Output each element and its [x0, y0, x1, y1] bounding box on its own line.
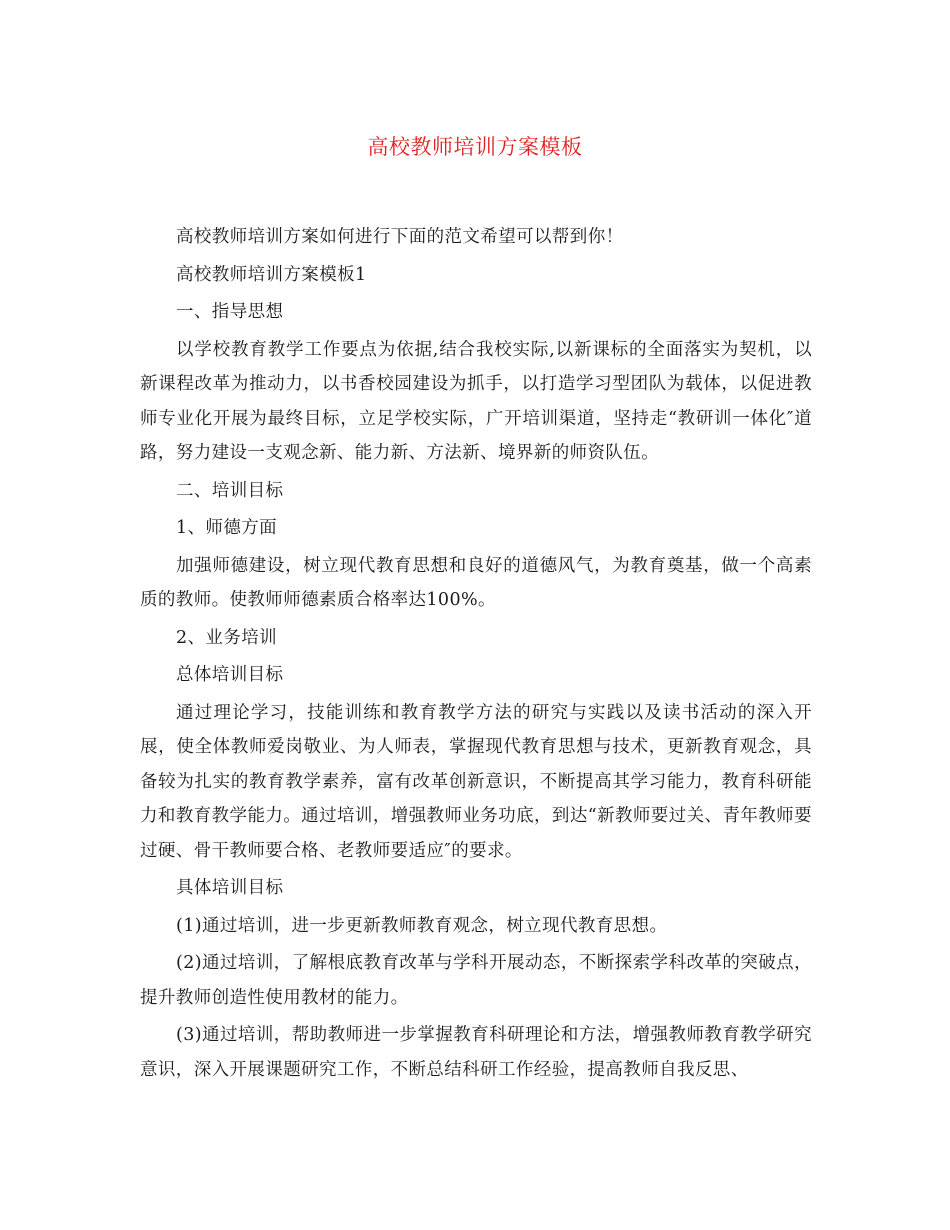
paragraph: 加强师德建设，树立现代教育思想和良好的道德风气，为教育奠基，做一个高素质的教师。使教师师德素质合格率达100%。	[140, 555, 812, 610]
subsection-heading: 总体培训目标	[176, 665, 284, 685]
section-heading: 二、培训目标	[176, 480, 284, 501]
document-title: 高校教师培训方案模板	[367, 135, 583, 159]
section-heading: 一、指导思想	[176, 302, 284, 322]
paragraph: 高校教师培训方案模板1	[176, 264, 367, 285]
document-body	[140, 220, 812, 1090]
subsection-heading: 1、师德方面	[176, 518, 278, 538]
subsection-heading: 2、业务培训	[176, 627, 278, 648]
subsection-heading: 具体培训目标	[176, 878, 284, 898]
list-item: (3)通过培训，帮助教师进一步掌握教育科研理论和方法，增强教师教育教学研究意识，深入开展课题研究工作，不断总结科研工作经验，提高教师自我反思、	[140, 1025, 812, 1080]
paragraph: 以学校教育教学工作要点为依据,结合我校实际,以新课标的全面落实为契机，以新课程改革为推动力，以书香校园建设为抓手，以打造学习型团队为载体，以促进教师专业化开展为最终目标，立足学校实际，广开培训渠道，坚持走“教研训一体化″道路，努力建设一支观念新、能力新、方法新、境界新的师资队伍。	[140, 339, 812, 463]
list-item: (1)通过培训，进一步更新教师教育观念，树立现代教育思想。	[176, 915, 668, 936]
paragraph: 高校教师培训方案如何进行下面的范文希望可以帮到你！	[176, 227, 624, 247]
list-item: (2)通过培训，了解根底教育改革与学科开展动态，不断探索学科改革的突破点，提升教师创造性使用教材的能力。	[140, 953, 812, 1008]
paragraph: 通过理论学习，技能训练和教育教学方法的研究与实践以及读书活动的深入开展，使全体教师爱岗敬业、为人师表，掌握现代教育思想与技术，更新教育观念，具备较为扎实的教育教学素养，富有改革创新意识，不断提高其学习能力，教育科研能力和教育教学能力。通过培训，增强教师业务功底，到达“新教师要过关、青年教师要过硬、骨干教师要合格、老教师要适应″的要求。	[140, 702, 812, 861]
